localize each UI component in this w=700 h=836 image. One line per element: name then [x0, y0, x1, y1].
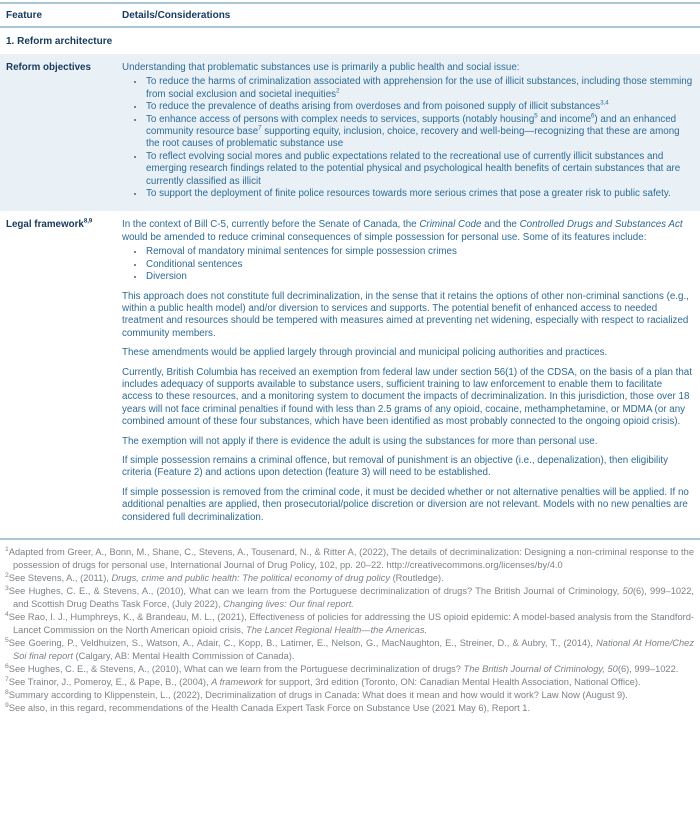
text-run: See also, in this regard, recommendations of the Health Canada Expert Task Force on Substance Use (2021 May 6), Report 1.	[8, 703, 531, 713]
table-rows	[0, 54, 700, 535]
text-run: See Goering, P., Veldhuizen, S., Watson, A., Adair, C., Kopp, B., Latimer, E., Nelson, G., MacNaughton, E., Streiner, D., & Aubry, T., (2014),	[8, 638, 597, 648]
superscript-ref: 8,9	[83, 219, 93, 226]
text-run: To support the deployment of finite police resources towards more serious crimes that pose a greater risk to public safety.	[146, 188, 671, 200]
text-run: See Rao, I. J., Humphreys, K., & Brandeau, M. L., (2021), Effectiveness of policies for addressing the US opioid epidemic: A model-based analysis from the Standford-Lancet Commission on the North American opioid crisis,	[8, 612, 694, 635]
text-run: These amendments would be applied largely through provincial and municipal policing authorities and practices.	[122, 347, 608, 359]
details-paragraph	[122, 487, 693, 524]
text-run: Drugs, crime and public health: The political economy of drug policy	[111, 573, 390, 583]
details-paragraph	[122, 347, 693, 359]
details-paragraph	[122, 291, 693, 341]
table-row	[0, 54, 700, 211]
text-run: Reform objectives	[6, 62, 91, 73]
text-run: This approach does not constitute full decriminalization, in the sense that it retains the options of other non-criminal sanctions (e.g., within a public health model) and/or diversion to services and supports. The potential benefit of enhanced access to needed treatment and resources should be tempered with measures aimed at preventing net widening, especially with respect to racialized community members.	[122, 290, 689, 339]
text-run: The Lancet Regional Health—the Americas.	[246, 625, 428, 635]
details-cell	[122, 219, 700, 524]
footnote	[5, 702, 694, 715]
details-cell	[122, 62, 700, 200]
superscript-ref: 5	[534, 113, 538, 120]
text-run: (6), 999–1022, and Scottish Drug Deaths Task Force, (July 2022),	[13, 586, 694, 609]
details-paragraph	[122, 436, 693, 448]
superscript-ref: 3,4	[600, 100, 609, 107]
superscript-ref: 7	[258, 125, 262, 132]
details-paragraph	[122, 455, 693, 480]
superscript-ref: 2	[336, 88, 340, 95]
text-run: To reduce the prevalence of deaths arising from overdoses and from poisoned supply of illicit substances	[146, 101, 601, 113]
footnote	[5, 689, 694, 702]
text-run: A framework	[211, 677, 264, 687]
footnote	[5, 572, 694, 585]
footnote	[5, 663, 694, 676]
text-run: See Hughes, C. E., & Stevens, A., (2010), What can we learn from the Portuguese decriminalization of drugs?	[8, 664, 464, 674]
text-run: would be amended to reduce criminal consequences of simple possession for personal use. Some of its features include:	[122, 231, 647, 243]
footnote-number: 6	[5, 662, 9, 670]
text-run: for support, 3rd edition (Toronto, ON: Canadian Mental Health Association, National Office).	[263, 677, 641, 687]
text-run: ) and an enhanced community resource base	[146, 113, 677, 138]
footnotes-list	[0, 540, 700, 715]
text-run: See Hughes, C. E., & Stevens, A., (2010), What can we learn from the Portuguese decriminalization of drugs? The British Journal of Criminology,	[8, 586, 623, 596]
footnote-number: 1	[5, 545, 9, 553]
text-run: Conditional sentences	[146, 258, 243, 270]
footnote-number: 4	[5, 610, 9, 618]
bullet-item	[145, 76, 693, 101]
bullet-item	[145, 271, 693, 283]
superscript-ref: 6	[591, 113, 595, 120]
bullet-item	[145, 188, 693, 200]
text-run: Controlled Drugs and Substances Act	[519, 219, 683, 231]
text-run: To reduce the harms of criminalization associated with apprehension for the use of illicit substances, including those stemming from social exclusion and societal inequities	[146, 76, 693, 100]
footnote-number: 7	[5, 675, 9, 683]
text-run: (Calgary, AB: Mental Health Commission of Canada).	[72, 651, 295, 661]
footnote-number: 9	[5, 701, 9, 709]
footnote	[5, 546, 694, 572]
details-paragraph	[122, 219, 693, 244]
bullet-list	[122, 246, 693, 283]
text-run: (Routledge).	[389, 573, 444, 583]
feature-cell	[0, 219, 122, 524]
table-header-row	[0, 2, 700, 28]
text-run: If simple possession is removed from the criminal code, it must be decided whether or not alternative penalties will be applied. If no additional penalties are applied, then prosecutorial/police discretion or diversion are not relevant. Models with no new penalties are considered full decriminalization.	[122, 486, 689, 523]
text-run: The British Journal of Criminology, 50	[463, 664, 618, 674]
text-run: supporting equity, inclusion, choice, recovery and well-being—recognizing that these are among the root causes of problematic substance use	[146, 126, 680, 150]
bullet-item	[145, 101, 693, 113]
footnote	[5, 637, 694, 663]
text-run: Changing lives: Our final report.	[223, 599, 354, 609]
bullet-item	[145, 151, 693, 188]
bullet-item	[145, 114, 693, 151]
text-run: To reflect evolving social mores and public expectations related to the recreational use of currently illicit substances and emerging research findings related to the potential physical and psychological health benefits of certain substances that are currently classified as illicit	[146, 150, 681, 187]
text-run: 50	[622, 586, 633, 596]
column-header-feature: Feature	[6, 10, 43, 21]
text-run: Adapted from Greer, A., Bonn, M., Shane, C., Stevens, A., Tousenard, N., & Ritter A, (2022), The details of decriminalization: Designing a non-criminal response to the possession of drugs for personal use, International Journal of Drug Policy, 102, pp. 20–22. http://creativecommons.org/licenses/by/4.0	[8, 547, 694, 570]
text-run: Currently, British Columbia has received an exemption from federal law under section 56(1) of the CDSA, on the basis of a plan that includes adequacy of supports available to substance users, sufficient training to law enforcement to enable them to facilitate access to these resources, and a monitoring system to document the impacts of decriminalization. In this jurisdiction, those over 18 years will not face criminal penalties if found with less than 2.5 grams of any opioid, cocaine, methamphetamine, or MDMA (or any combined amount of these four substances, which have been identified as most probably connected to the ongoing opioid crisis).	[122, 366, 692, 428]
text-run: See Stevens, A., (2011),	[8, 573, 112, 583]
section-heading: 1. Reform architecture	[6, 36, 113, 47]
text-run: See Trainor, J., Pomeroy, E., & Pape, B., (2004),	[8, 677, 212, 687]
text-run: Legal framework	[6, 219, 84, 231]
text-run: National At Home/Chez Soi final report	[13, 638, 694, 661]
bullet-item	[145, 246, 693, 258]
details-paragraph	[122, 62, 693, 74]
bullet-item	[145, 259, 693, 271]
text-run: and the	[481, 219, 520, 231]
text-run: Removal of mandatory minimal sentences for simple possession crimes	[146, 246, 457, 258]
footnote-number: 2	[5, 571, 9, 579]
text-run: (6), 999–1022.	[617, 664, 679, 674]
text-run: If simple possession remains a criminal offence, but removal of punishment is an objective (i.e., depenalization), then eligibility criteria (Feature 2) and actions upon detection (feature 3) will need to be established.	[122, 454, 668, 479]
footnote	[5, 676, 694, 689]
table-row	[0, 211, 700, 535]
column-header-details: Details/Considerations	[122, 10, 231, 21]
text-run: In the context of Bill C-5, currently before the Senate of Canada, the	[122, 219, 420, 231]
text-run: To enhance access of persons with complex needs to services, supports (notably housing	[146, 113, 535, 125]
footnote-number: 5	[5, 636, 9, 644]
text-run: Diversion	[146, 271, 187, 283]
footnote	[5, 585, 694, 611]
text-run: and income	[537, 113, 592, 125]
text-run: The exemption will not apply if there is evidence the adult is using the substances for more than personal use.	[122, 435, 598, 447]
text-run: Understanding that problematic substances use is primarily a public health and social issue:	[122, 62, 520, 73]
details-paragraph	[122, 367, 693, 429]
bullet-list	[122, 76, 693, 200]
text-run: Criminal Code	[419, 219, 482, 231]
footnote-number: 8	[5, 688, 9, 696]
feature-cell	[0, 62, 122, 200]
text-run: Summary according to Klippenstein, L., (2022), Decriminalization of drugs in Canada: What does it mean and how would it work? Law Now (August 9).	[8, 690, 628, 700]
footnote-number: 3	[5, 584, 9, 592]
footnote	[5, 611, 694, 637]
